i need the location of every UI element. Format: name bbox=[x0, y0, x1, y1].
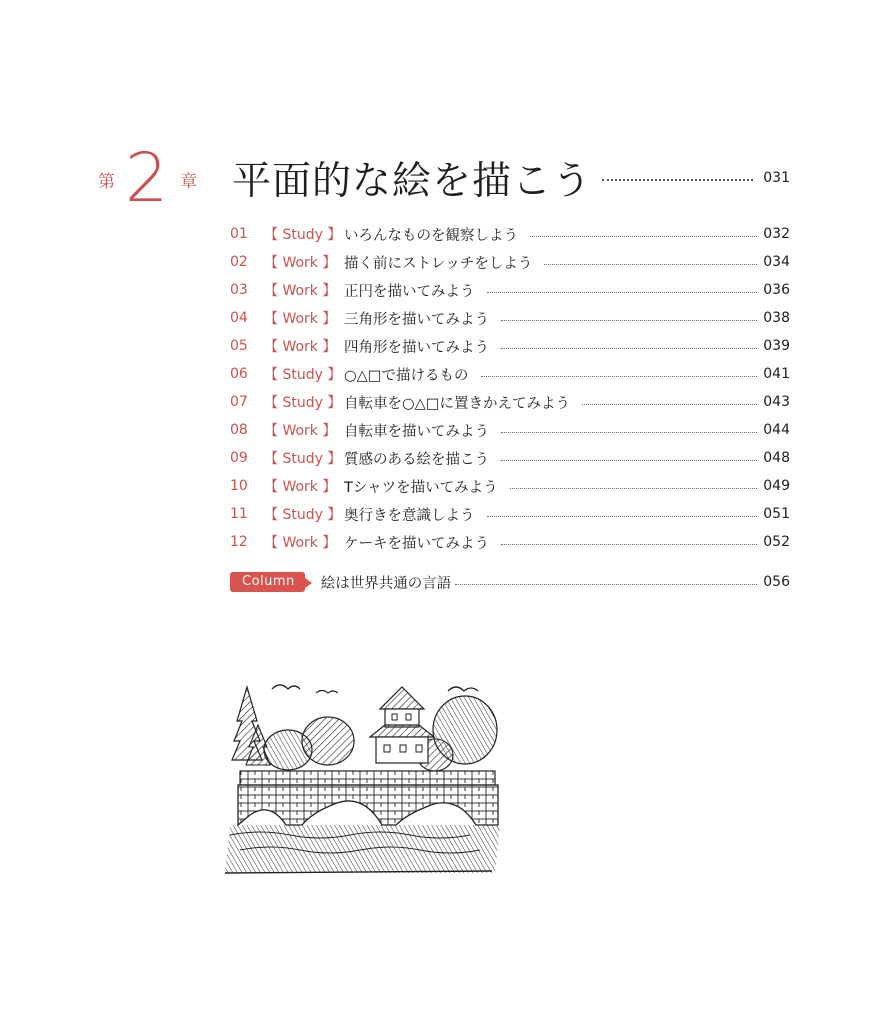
dotted-leader bbox=[530, 236, 757, 237]
table-of-contents bbox=[230, 220, 790, 556]
dotted-leader bbox=[544, 264, 757, 265]
toc-entry bbox=[230, 220, 790, 248]
chapter-number: 2 bbox=[125, 139, 169, 218]
entry-type: 【 Work 】 bbox=[264, 255, 337, 271]
entry-page-number: 038 bbox=[763, 310, 790, 326]
entry-title: 三角形を描いてみよう bbox=[344, 311, 489, 328]
entry-page-number: 036 bbox=[763, 282, 790, 298]
column-badge: Column bbox=[230, 572, 305, 592]
dotted-leader bbox=[487, 292, 758, 293]
entry-page-number: 041 bbox=[763, 366, 790, 382]
column-entry bbox=[230, 570, 790, 594]
entry-type: 【 Work 】 bbox=[264, 339, 337, 355]
entry-number: 08 bbox=[230, 422, 248, 438]
entry-type: 【 Work 】 bbox=[264, 423, 337, 439]
entry-title: いろんなものを観察しよう bbox=[344, 227, 518, 244]
entry-title: 自転車を○△□に置きかえてみよう bbox=[344, 395, 571, 412]
toc-entry bbox=[230, 388, 790, 416]
entry-page-number: 051 bbox=[763, 506, 790, 522]
dotted-leader bbox=[510, 488, 758, 489]
entry-type: 【 Work 】 bbox=[264, 535, 337, 551]
toc-entry bbox=[230, 500, 790, 528]
dotted-leader bbox=[501, 544, 757, 545]
dotted-leader bbox=[501, 348, 757, 349]
entry-page-number: 049 bbox=[763, 478, 790, 494]
chapter-page-number: 031 bbox=[763, 170, 790, 186]
entry-number: 03 bbox=[230, 282, 248, 298]
dotted-leader bbox=[501, 320, 757, 321]
chapter-title: 平面的な絵を描こう bbox=[232, 159, 593, 204]
chapter-title-row bbox=[232, 152, 790, 204]
toc-entry bbox=[230, 444, 790, 472]
entry-number: 10 bbox=[230, 478, 248, 494]
entry-type: 【 Study 】 bbox=[264, 367, 342, 383]
entry-page-number: 052 bbox=[763, 534, 790, 550]
toc-entry bbox=[230, 332, 790, 360]
column-page-number: 056 bbox=[763, 574, 790, 590]
toc-entry bbox=[230, 304, 790, 332]
entry-type: 【 Work 】 bbox=[264, 311, 337, 327]
entry-number: 02 bbox=[230, 254, 248, 270]
entry-number: 05 bbox=[230, 338, 248, 354]
entry-title: ○△□で描けるもの bbox=[344, 367, 469, 384]
dotted-leader bbox=[487, 516, 758, 517]
toc-entry bbox=[230, 248, 790, 276]
entry-page-number: 034 bbox=[763, 254, 790, 270]
chapter-suffix: 章 bbox=[180, 171, 198, 192]
entry-title: 四角形を描いてみよう bbox=[344, 339, 489, 356]
dotted-leader bbox=[501, 460, 757, 461]
entry-type: 【 Study 】 bbox=[264, 395, 342, 411]
entry-page-number: 048 bbox=[763, 450, 790, 466]
entry-type: 【 Work 】 bbox=[264, 479, 337, 495]
entry-number: 04 bbox=[230, 310, 248, 326]
toc-entry bbox=[230, 472, 790, 500]
entry-number: 09 bbox=[230, 450, 248, 466]
chapter-prefix: 第 bbox=[98, 171, 115, 192]
toc-entry bbox=[230, 528, 790, 556]
entry-type: 【 Study 】 bbox=[264, 227, 342, 243]
entry-number: 01 bbox=[230, 226, 248, 242]
entry-page-number: 032 bbox=[763, 226, 790, 242]
entry-type: 【 Study 】 bbox=[264, 451, 342, 467]
entry-page-number: 039 bbox=[763, 338, 790, 354]
entry-title: ケーキを描いてみよう bbox=[344, 535, 489, 552]
dotted-leader bbox=[602, 179, 753, 181]
entry-type: 【 Study 】 bbox=[264, 507, 342, 523]
dotted-leader bbox=[481, 376, 758, 377]
dotted-leader bbox=[582, 404, 757, 405]
entry-number: 06 bbox=[230, 366, 248, 382]
toc-entry bbox=[230, 276, 790, 304]
entry-number: 11 bbox=[230, 506, 248, 522]
entry-number: 12 bbox=[230, 534, 248, 550]
entry-page-number: 044 bbox=[763, 422, 790, 438]
dotted-leader bbox=[501, 432, 757, 433]
toc-entry bbox=[230, 360, 790, 388]
entry-number: 07 bbox=[230, 394, 248, 410]
entry-title: 奥行きを意識しよう bbox=[344, 507, 475, 524]
entry-title: Tシャツを描いてみよう bbox=[344, 479, 498, 496]
column-title: 絵は世界共通の言語 bbox=[320, 575, 452, 592]
entry-type: 【 Work 】 bbox=[264, 283, 337, 299]
entry-title: 正円を描いてみよう bbox=[344, 283, 475, 300]
bridge-castle-illustration bbox=[220, 675, 500, 875]
chapter-label bbox=[98, 139, 198, 218]
toc-entry bbox=[230, 416, 790, 444]
entry-title: 質感のある絵を描こう bbox=[344, 451, 489, 468]
entry-title: 描く前にストレッチをしよう bbox=[344, 255, 533, 272]
entry-title: 自転車を描いてみよう bbox=[344, 423, 489, 440]
dotted-leader bbox=[455, 584, 757, 585]
entry-page-number: 043 bbox=[763, 394, 790, 410]
